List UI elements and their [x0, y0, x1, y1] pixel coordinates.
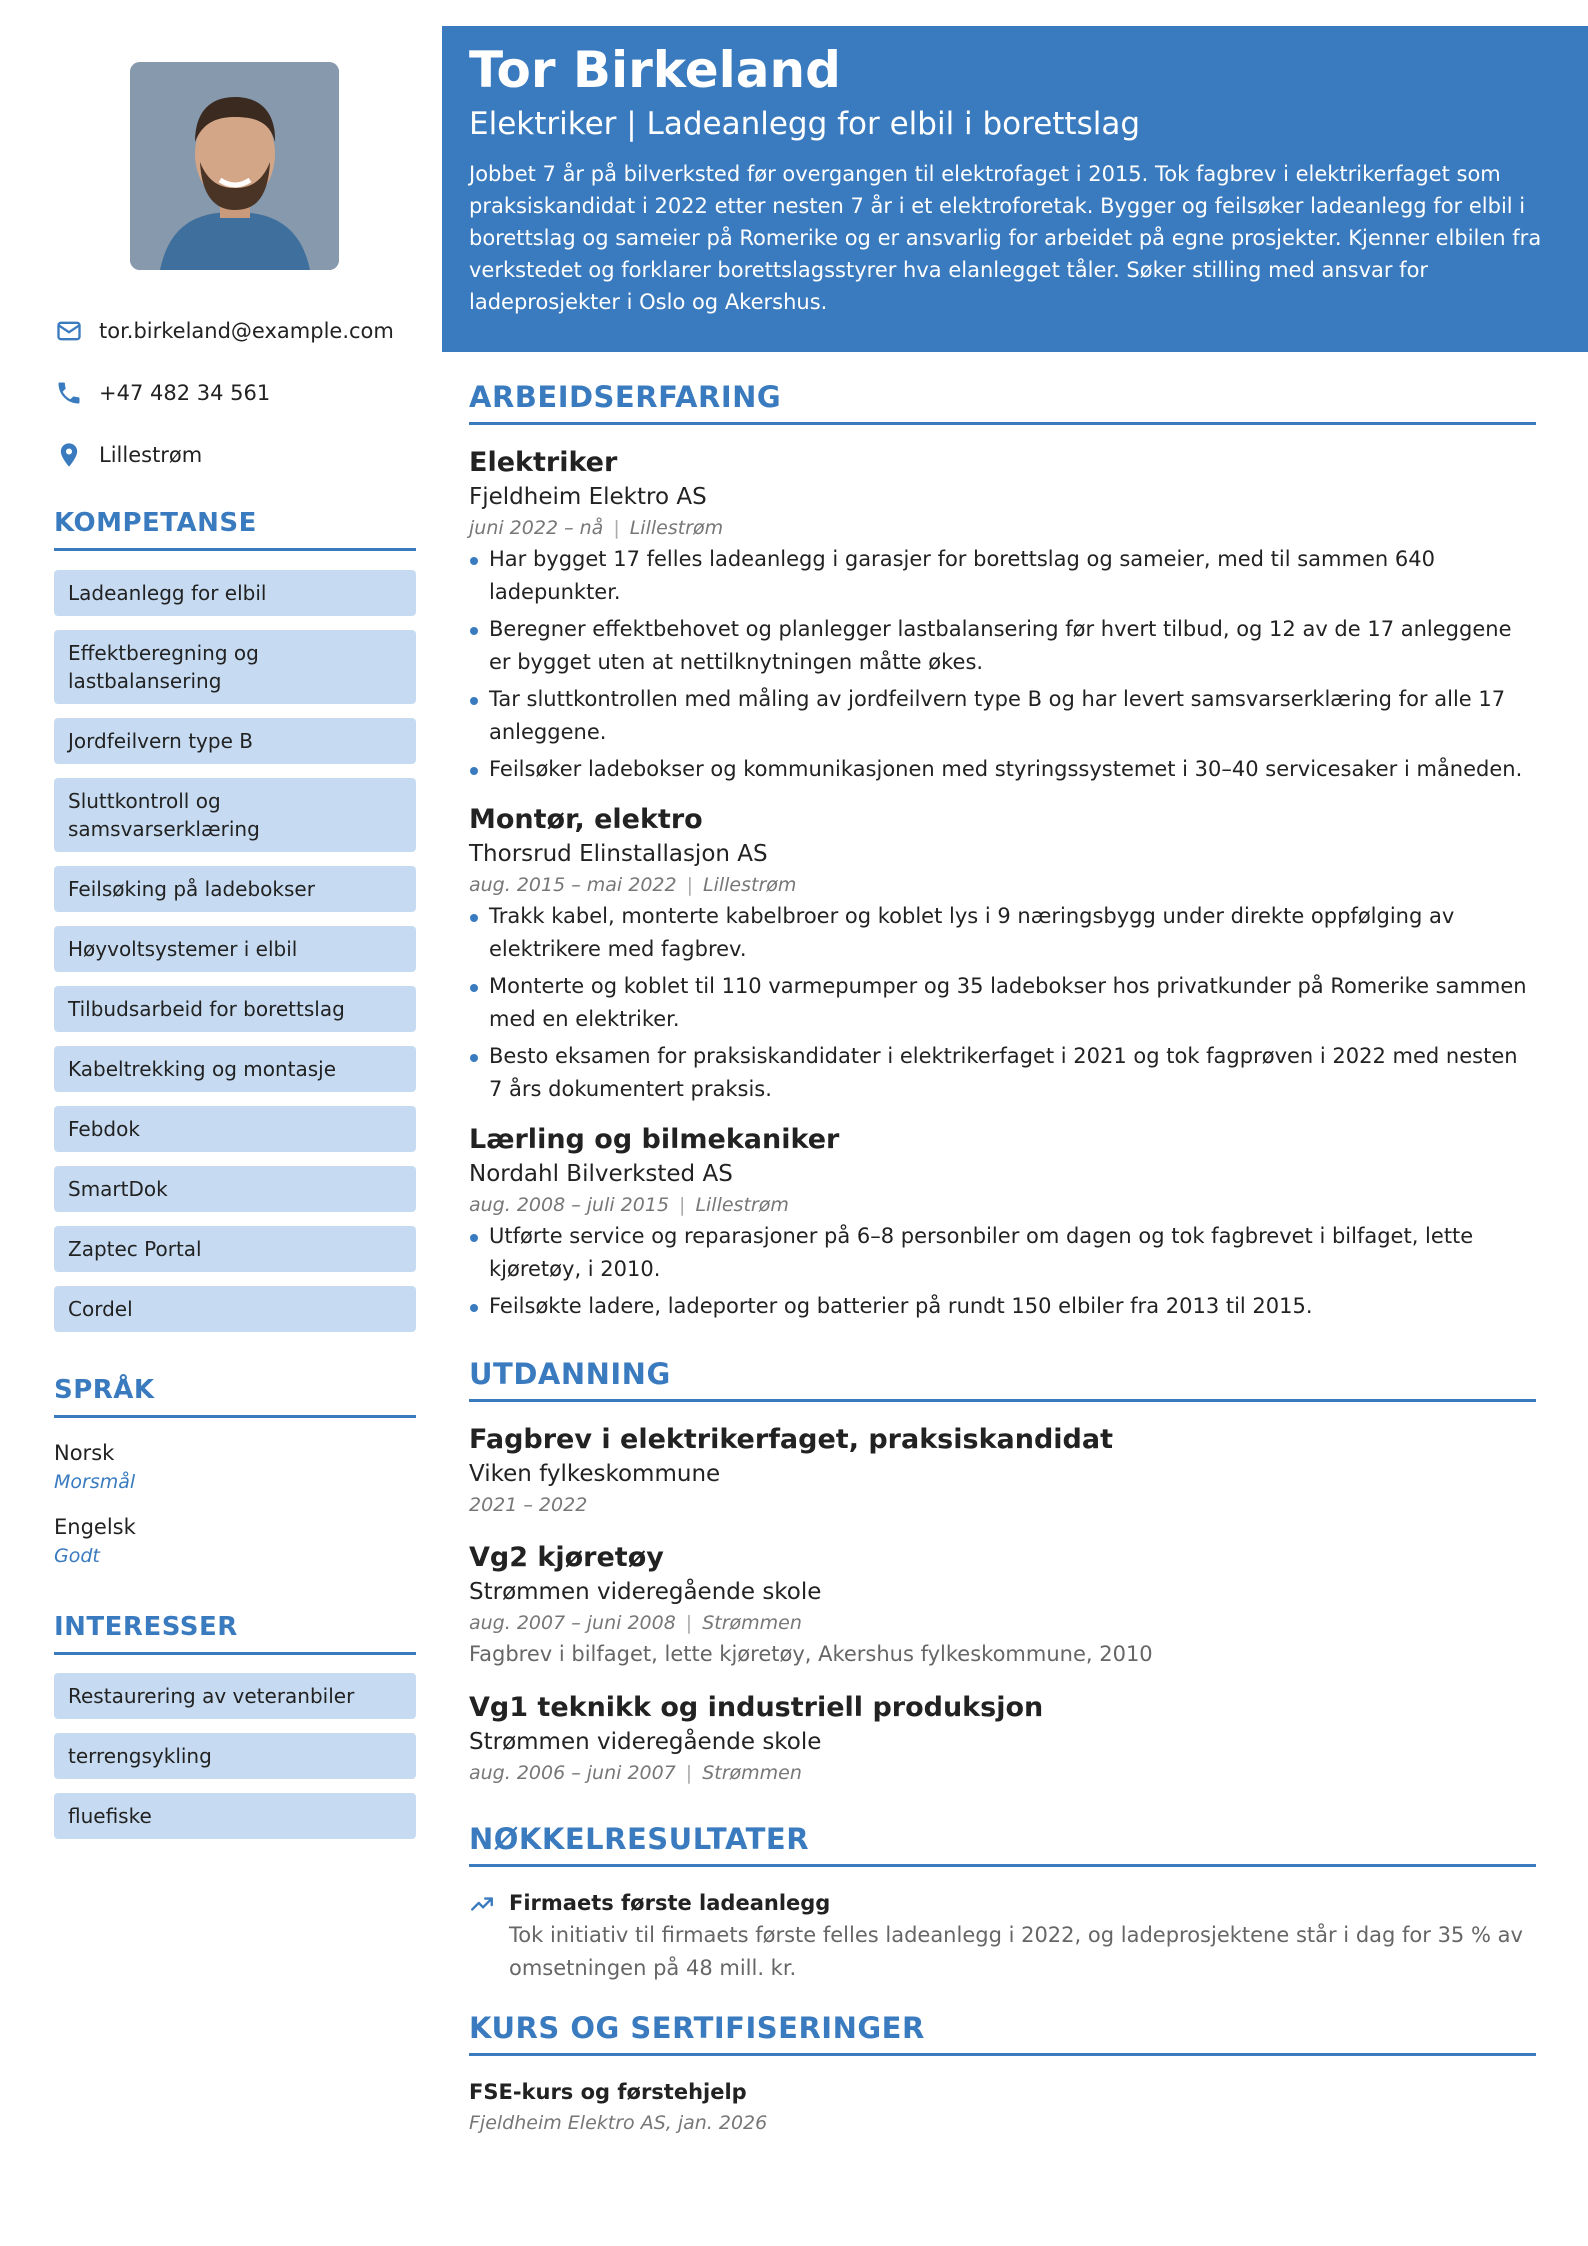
job-bullet: Besto eksamen for praksiskandidater i elektrikerfaget i 2021 og tok fagprøven i 2022 med nesten 7 års dokumentert praksis.: [469, 1040, 1536, 1106]
contact-phone[interactable]: [54, 378, 416, 408]
language-name: Engelsk: [54, 1515, 136, 1539]
skill-chip: Febdok: [54, 1106, 416, 1152]
job-bullets: [469, 900, 1536, 1106]
job-meta: [469, 513, 1536, 543]
job-place: Lillestrøm: [695, 1194, 789, 1216]
education-school: Strømmen videregående skole: [469, 1579, 822, 1605]
skill-chip: Høyvoltsystemer i elbil: [54, 926, 416, 972]
mail-icon: [54, 316, 84, 346]
job-dates: juni 2022 – nå: [469, 517, 604, 539]
job-dates: aug. 2008 – juli 2015: [469, 1194, 670, 1216]
meta-separator: |: [686, 874, 693, 896]
person-role: Elektriker | Ladeanlegg for elbil i borettslag: [469, 106, 1141, 142]
job-title: Lærling og bilmekaniker: [469, 1124, 840, 1155]
job-bullets: [469, 543, 1536, 786]
main-content: [469, 380, 1536, 2138]
skill-chip: Tilbudsarbeid for borettslag: [54, 986, 416, 1032]
job-bullet: Tar sluttkontrollen med måling av jordfeilvern type B og har levert samsvarserklæring for alle 17 anleggene.: [469, 683, 1536, 749]
skill-chip: Feilsøking på ladebokser: [54, 866, 416, 912]
job-employer: Fjeldheim Elektro AS: [469, 484, 707, 510]
education-entry: [469, 1422, 1536, 1520]
job-bullet: Utførte service og reparasjoner på 6–8 personbiler om dagen og tok fagbrevet i bilfaget, lette kjøretøy, i 2010.: [469, 1220, 1536, 1286]
email-text: tor.birkeland@example.com: [99, 319, 394, 343]
experience-heading: ARBEIDSERFARING: [469, 380, 1536, 425]
meta-separator: |: [679, 1194, 686, 1216]
job-entry: [469, 802, 1536, 1106]
contact-email[interactable]: [54, 316, 416, 346]
job-place: Lillestrøm: [703, 874, 797, 896]
education-dates: aug. 2007 – juni 2008: [469, 1612, 676, 1634]
results-heading: NØKKELRESULTATER: [469, 1822, 1536, 1867]
interests-heading: INTERESSER: [54, 1612, 416, 1655]
interests-list: [54, 1673, 416, 1853]
job-dates: aug. 2015 – mai 2022: [469, 874, 677, 896]
skill-chip: Kabeltrekking og montasje: [54, 1046, 416, 1092]
certs-heading: KURS OG SERTIFISERINGER: [469, 2011, 1536, 2056]
person-name: Tor Birkeland: [469, 41, 841, 99]
education-meta: [469, 1758, 1536, 1788]
language-name: Norsk: [54, 1441, 115, 1465]
interest-chip: terrengsykling: [54, 1733, 416, 1779]
location-text: Lillestrøm: [99, 443, 203, 467]
result-entry: [469, 1887, 1536, 1985]
skill-chip: Effektberegning og lastbalansering: [54, 630, 416, 704]
result-body: [509, 1887, 1529, 1985]
job-bullet: Feilsøker ladebokser og kommunikasjonen med styringssystemet i 30–40 servicesaker i måneden.: [469, 753, 1536, 786]
skills-heading: KOMPETANSE: [54, 508, 416, 551]
skill-chip: Jordfeilvern type B: [54, 718, 416, 764]
contact-location: [54, 440, 416, 470]
education-dates: 2021 – 2022: [469, 1494, 588, 1516]
education-entry: [469, 1690, 1536, 1788]
location-pin-icon: [54, 440, 84, 470]
job-title: Elektriker: [469, 447, 618, 478]
job-meta: [469, 1190, 1536, 1220]
language-level: Godt: [54, 1545, 100, 1567]
education-dates: aug. 2006 – juni 2007: [469, 1762, 676, 1784]
education-title: Vg2 kjøretøy: [469, 1542, 664, 1573]
phone-icon: [54, 378, 84, 408]
cert-entry: [469, 2076, 1536, 2138]
interest-chip: fluefiske: [54, 1793, 416, 1839]
education-place: Strømmen: [702, 1762, 802, 1784]
education-note: Fagbrev i bilfaget, lette kjøretøy, Akershus fylkeskommune, 2010: [469, 1642, 1153, 1666]
job-bullet: Trakk kabel, monterte kabelbroer og koblet lys i 9 næringsbygg under direkte oppfølging av elektrikere med fagbrev.: [469, 900, 1536, 966]
job-employer: Thorsrud Elinstallasjon AS: [469, 841, 768, 867]
person-portrait-icon: [130, 62, 339, 270]
skill-chip: SmartDok: [54, 1166, 416, 1212]
job-place: Lillestrøm: [629, 517, 724, 539]
interest-chip: Restaurering av veteranbiler: [54, 1673, 416, 1719]
skill-chip: Zaptec Portal: [54, 1226, 416, 1272]
profile-photo: [130, 62, 339, 270]
education-entry: [469, 1540, 1536, 1670]
skills-list: [54, 570, 416, 1346]
education-meta: [469, 1608, 1536, 1638]
job-bullet: Beregner effektbehovet og planlegger lastbalansering før hvert tilbud, og 12 av de 17 anleggene er bygget uten at nettilknytningen måtte økes.: [469, 613, 1536, 679]
phone-text: +47 482 34 561: [99, 381, 271, 405]
education-heading: UTDANNING: [469, 1357, 1536, 1402]
cert-meta: Fjeldheim Elektro AS, jan. 2026: [469, 2112, 768, 2134]
header-banner: [442, 26, 1588, 352]
education-school: Viken fylkeskommune: [469, 1461, 721, 1487]
result-title: Firmaets første ladeanlegg: [509, 1891, 831, 1915]
trending-up-icon: [469, 1887, 509, 1985]
job-bullet: Har bygget 17 felles ladeanlegg i garasjer for borettslag og sameier, med til sammen 640 ladepunkter.: [469, 543, 1536, 609]
job-bullets: [469, 1220, 1536, 1323]
skill-chip: Cordel: [54, 1286, 416, 1332]
languages-heading: SPRÅK: [54, 1375, 416, 1418]
meta-separator: |: [613, 517, 620, 539]
skill-chip: Ladeanlegg for elbil: [54, 570, 416, 616]
education-place: Strømmen: [702, 1612, 802, 1634]
job-bullet: Monterte og koblet til 110 varmepumper og 35 ladebokser hos privatkunder på Romerike sammen med en elektriker.: [469, 970, 1536, 1036]
job-employer: Nordahl Bilverksted AS: [469, 1161, 733, 1187]
profile-summary: Jobbet 7 år på bilverksted før overgangen til elektrofaget i 2015. Tok fagbrev i elektrikerfaget som praksiskandidat i 2022 etter nesten 7 år i et elektroforetak. Bygger og feilsøker ladeanlegg for elbil i borettslag og sameier på Romerike og er ansvarlig for arbeidet på egne prosjekter. Kjenner elbilen fra verkstedet og forklarer borettslagsstyrer hva elanlegget tåler. Søker stilling med ansvar for ladeprosjekter i Oslo og Akershus.: [469, 162, 1542, 314]
languages-list: [54, 1438, 416, 1586]
result-description: Tok initiativ til firmaets første felles ladeanlegg i 2022, og ladeprosjektene står i dag for 35 % av omsetningen på 48 mill. kr.: [509, 1923, 1523, 1980]
job-entry: [469, 445, 1536, 786]
job-entry: [469, 1122, 1536, 1323]
education-title: Fagbrev i elektrikerfaget, praksiskandidat: [469, 1424, 1114, 1455]
skill-chip: Sluttkontroll og samsvarserklæring: [54, 778, 416, 852]
language-level: Morsmål: [54, 1471, 136, 1493]
meta-separator: |: [685, 1612, 693, 1634]
cert-title: FSE-kurs og førstehjelp: [469, 2080, 747, 2104]
meta-separator: |: [685, 1762, 693, 1784]
job-title: Montør, elektro: [469, 804, 703, 835]
job-bullet: Feilsøkte ladere, ladeporter og batterier på rundt 150 elbiler fra 2013 til 2015.: [469, 1290, 1536, 1323]
job-meta: [469, 870, 1536, 900]
education-title: Vg1 teknikk og industriell produksjon: [469, 1692, 1044, 1723]
education-school: Strømmen videregående skole: [469, 1729, 822, 1755]
